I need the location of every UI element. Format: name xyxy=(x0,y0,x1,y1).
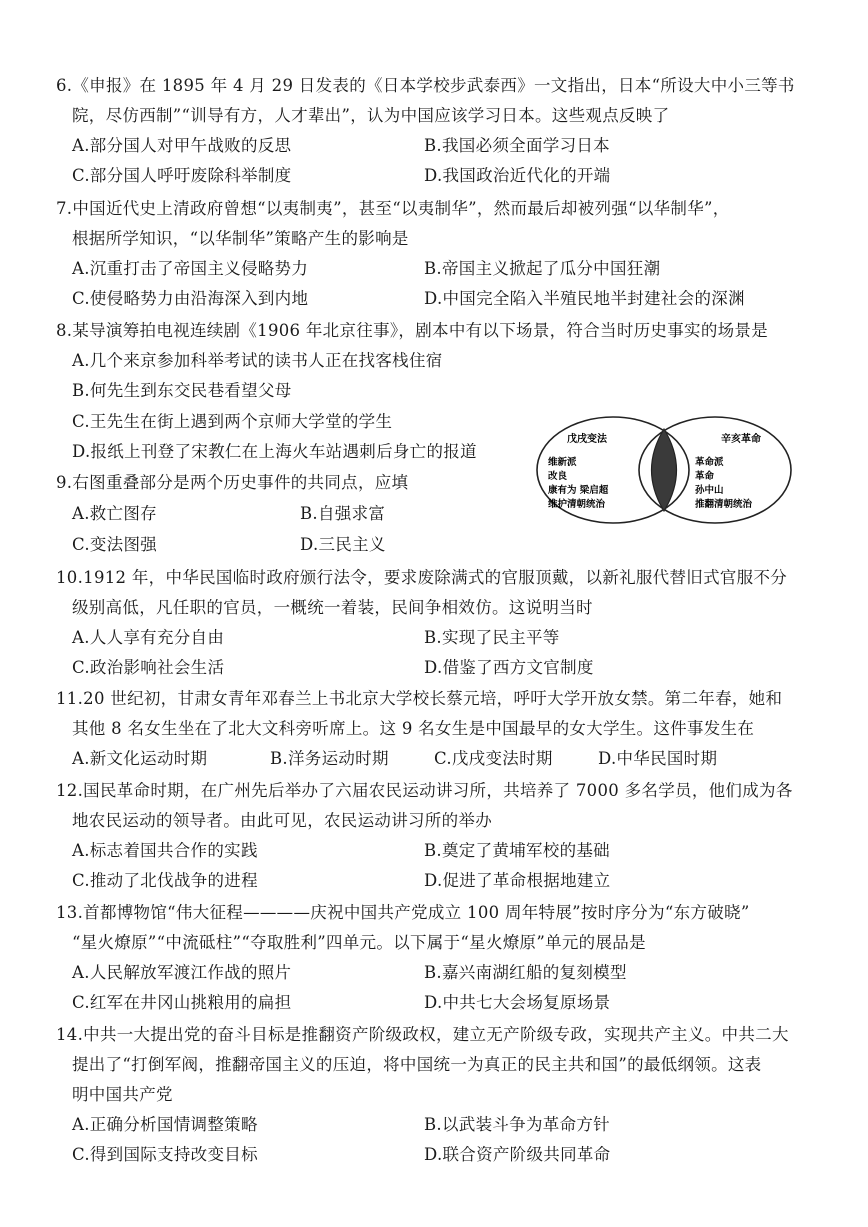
venn-right-item: 革命 xyxy=(695,471,715,482)
q12-option-c[interactable]: C.推动了北伐战争的进程 xyxy=(72,871,258,890)
q6-option-a[interactable]: A.部分国人对甲午战败的反思 xyxy=(72,136,292,155)
q7-option-a[interactable]: A.沉重打击了帝国主义侵略势力 xyxy=(72,259,309,278)
venn-left-item: 改良 xyxy=(548,471,568,482)
q10-option-d[interactable]: D.借鉴了西方文官制度 xyxy=(424,658,594,677)
venn-left-item: 维新派 xyxy=(548,457,577,468)
q12-option-d[interactable]: D.促进了革命根据地建立 xyxy=(424,871,611,890)
q12-stem-line-1: 12.国民革命时期，在广州先后举办了六届农民运动讲习所，共培养了 7000 多名学员，他们成为各 xyxy=(56,781,793,800)
q12-option-a[interactable]: A.标志着国共合作的实践 xyxy=(72,841,258,860)
q10-stem-line-1: 10.1912 年，中华民国临时政府颁行法令，要求废除满式的官服顶戴，以新礼服代替旧式官服不分 xyxy=(56,568,788,587)
q10-stem-line-2: 级别高低，凡任职的官员，一概统一着装，民间争相效仿。这说明当时 xyxy=(72,598,593,617)
q13-option-b[interactable]: B.嘉兴南湖红船的复刻模型 xyxy=(424,963,627,982)
venn-left-item: 维护清朝统治 xyxy=(548,499,606,510)
q6-option-c[interactable]: C.部分国人呼吁废除科举制度 xyxy=(72,166,292,185)
q6-option-d[interactable]: D.我国政治近代化的开端 xyxy=(424,166,611,185)
q9-option-b[interactable]: B.自强求富 xyxy=(300,504,386,523)
q6-option-b[interactable]: B.我国必须全面学习日本 xyxy=(424,136,610,155)
q13-option-d[interactable]: D.中共七大会场复原场景 xyxy=(424,993,611,1012)
q7-stem-line-1: 7.中国近代史上清政府曾想“以夷制夷”，甚至“以夷制华”，然而最后却被列强“以华制华”， xyxy=(56,199,730,218)
q11-stem-line-2: 其他 8 名女生坐在了北大文科旁听席上。这 9 名女生是中国最早的女大学生。这件事发生在 xyxy=(72,719,755,738)
q7-option-c[interactable]: C.使侵略势力由沿海深入到内地 xyxy=(72,289,309,308)
q8-option-a[interactable]: A.几个来京参加科举考试的读书人正在找客栈住宿 xyxy=(72,351,443,370)
venn-right-item: 革命派 xyxy=(695,457,724,468)
q8-option-c[interactable]: C.王先生在街上遇到两个京师大学堂的学生 xyxy=(72,412,393,431)
q9-stem-line-1: 9.右图重叠部分是两个历史事件的共同点，应填 xyxy=(56,473,409,492)
q14-stem-line-3: 明中国共产党 xyxy=(72,1085,173,1104)
q14-option-a[interactable]: A.正确分析国情调整策略 xyxy=(72,1115,258,1134)
q11-option-a[interactable]: A.新文化运动时期 xyxy=(72,749,208,768)
q11-option-b[interactable]: B.洋务运动时期 xyxy=(270,749,389,768)
q12-stem-line-2: 地农民运动的领导者。由此可见，农民运动讲习所的举办 xyxy=(72,811,492,830)
q9-option-c[interactable]: C.变法图强 xyxy=(72,535,158,554)
q14-option-c[interactable]: C.得到国际支持改变目标 xyxy=(72,1145,258,1164)
q13-option-a[interactable]: A.人民解放军渡江作战的照片 xyxy=(72,963,292,982)
q11-option-c[interactable]: C.戊戌变法时期 xyxy=(434,749,553,768)
venn-right-item: 孙中山 xyxy=(695,485,724,496)
q9-option-d[interactable]: D.三民主义 xyxy=(300,535,386,554)
q7-option-d[interactable]: D.中国完全陷入半殖民地半封建社会的深渊 xyxy=(424,289,745,308)
q7-option-b[interactable]: B.帝国主义掀起了瓜分中国狂潮 xyxy=(424,259,661,278)
q14-option-d[interactable]: D.联合资产阶级共同革命 xyxy=(424,1145,611,1164)
venn-right-title: 辛亥革命 xyxy=(721,434,761,445)
venn-left-title: 戊戌变法 xyxy=(567,434,607,445)
q14-stem-line-2: 提出了“打倒军阀，推翻帝国主义的压迫，将中国统一为真正的民主共和国”的最低纲领。这表 xyxy=(72,1055,762,1074)
q10-option-c[interactable]: C.政治影响社会生活 xyxy=(72,658,225,677)
q12-option-b[interactable]: B.奠定了黄埔军校的基础 xyxy=(424,841,610,860)
q13-option-c[interactable]: C.红军在井冈山挑粮用的扁担 xyxy=(72,993,292,1012)
venn-left-item: 康有为 梁启超 xyxy=(548,485,609,496)
q8-option-b[interactable]: B.何先生到东交民巷看望父母 xyxy=(72,381,292,400)
q11-stem-line-1: 11.20 世纪初，甘肃女青年邓春兰上书北京大学校长蔡元培，呼吁大学开放女禁。第二年春，她和 xyxy=(56,689,783,708)
q9-option-a[interactable]: A.救亡图存 xyxy=(72,504,157,523)
venn-right-item: 推翻清朝统治 xyxy=(695,499,753,510)
q8-stem-line-1: 8.某导演筹拍电视连续剧《1906 年北京往事》，剧本中有以下场景，符合当时历史事实的场景是 xyxy=(56,321,769,340)
q6-stem-line-2: 院，尽仿西制”“训导有方，人才辈出”，认为中国应该学习日本。这些观点反映了 xyxy=(72,106,670,125)
q14-option-b[interactable]: B.以武装斗争为革命方针 xyxy=(424,1115,610,1134)
q13-stem-line-2: “星火燎原”“中流砥柱”“夺取胜利”四单元。以下属于“星火燎原”单元的展品是 xyxy=(72,933,646,952)
q8-option-d[interactable]: D.报纸上刊登了宋教仁在上海火车站遇刺后身亡的报道 xyxy=(72,442,477,461)
q10-option-b[interactable]: B.实现了民主平等 xyxy=(424,628,560,647)
q10-option-a[interactable]: A.人人享有充分自由 xyxy=(72,628,225,647)
q6-stem-line-1: 6.《申报》在 1895 年 4 月 29 日发表的《日本学校步武泰西》一文指出，日本“所设大中小三等书 xyxy=(56,76,795,95)
q11-option-d[interactable]: D.中华民国时期 xyxy=(598,749,718,768)
q7-stem-line-2: 根据所学知识，“以华制华”策略产生的影响是 xyxy=(72,229,409,248)
q14-stem-line-1: 14.中共一大提出党的奋斗目标是推翻资产阶级政权，建立无产阶级专政，实现共产主义。中共二大 xyxy=(56,1025,789,1044)
q13-stem-line-1: 13.首都博物馆“伟大征程————庆祝中国共产党成立 100 周年特展”按时序分为“东方破晓” xyxy=(56,903,750,922)
